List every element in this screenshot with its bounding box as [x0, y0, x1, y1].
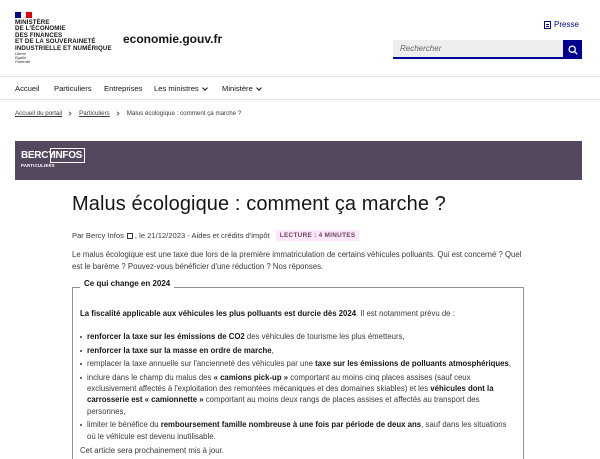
bercy-infos-banner [15, 141, 582, 180]
motto-line: Fraternité [15, 59, 31, 64]
external-link-icon [127, 233, 133, 239]
breadcrumb [15, 110, 241, 117]
search-bar [393, 40, 582, 59]
item-text: , sauf dans les situations où le véhicule est devenu inutilisable. [87, 420, 507, 441]
nav-item-accueil[interactable] [15, 84, 39, 93]
republic-motto [15, 53, 35, 64]
article-intro: Le malus écologique est une taxe due lors de la première immatriculation de certains véhicules polluants. Qui est concerné ? Quel est le barème ? Pouvez-vous bénéficier d'une réduction ? Nos réponses. [72, 250, 522, 271]
item-text: comportant au moins deux rangs de places assises et affectés au transport des personnes, [87, 395, 480, 416]
ministry-line: DE L'ÉCONOMIE [15, 25, 66, 33]
item-text: comportant au moins cinq places assises (sauf ceux exclusivement affectés à l'exploitation des remontées mécaniques et des domaines skiables) et les [87, 372, 471, 394]
list-item [80, 345, 517, 356]
item-text: , [508, 359, 512, 369]
list-item [80, 331, 517, 342]
ministry-line: DES FINANCES [15, 31, 63, 39]
chevron-right-icon [115, 111, 119, 115]
item-bold: taxe sur les émissions de polluants atmosphériques [315, 359, 509, 369]
lead-rest: . Il est notamment prévu de : [356, 309, 455, 318]
nav-item-entreprises[interactable] [104, 84, 142, 93]
main-nav [0, 76, 600, 100]
ministry-logo-text[interactable] [15, 20, 125, 52]
chevron-right-icon [68, 111, 72, 115]
item-bold: renforcer la taxe sur la masse en ordre de marche [87, 345, 272, 355]
nav-label: Accueil [15, 84, 40, 93]
chevron-down-icon [256, 85, 262, 91]
page-title: Malus écologique : comment ça marche ? [72, 193, 446, 215]
breadcrumb-current: Malus écologique : comment ça marche ? [126, 110, 242, 117]
item-text: remplacer la taxe annuelle sur l'ancienneté des véhicules par une [87, 359, 316, 369]
item-text: inclure dans le champ du malus des [87, 372, 214, 382]
ministry-line: ET DE LA SOUVERAINETÉ [15, 38, 96, 46]
breadcrumb-link-accueil[interactable]: Accueil du portail [15, 110, 63, 117]
reading-time-badge: LECTURE : 4 MINUTES [276, 230, 360, 241]
logo-word-bercy: BERCY [21, 150, 55, 161]
article-date: , le 21/12/2023 - Aides et crédits d'impôt [134, 231, 270, 240]
bercy-infos-logo [20, 148, 82, 172]
item-bold: « camions pick-up » [213, 372, 289, 382]
motto-line: Égalité [15, 55, 26, 60]
changes-list [80, 331, 517, 444]
marianne-flag-icon [15, 12, 32, 18]
item-bold: remboursement famille nombreuse à une fois par période de deux ans [160, 420, 422, 430]
item-text: limiter le bénéfice du [87, 420, 161, 430]
lead-bold: La fiscalité applicable aux véhicules les plus polluants est durcie dès 2024 [80, 309, 357, 318]
highlight-box-title: Ce qui change en 2024 [80, 279, 174, 288]
search-button[interactable] [563, 40, 582, 59]
item-bold: renforcer la taxe sur les émissions de CO2 [87, 332, 245, 341]
nav-item-les-ministres[interactable] [154, 84, 207, 93]
nav-item-particuliers[interactable] [54, 84, 92, 93]
list-item [80, 372, 517, 417]
ministry-line: INDUSTRIELLE ET NUMÉRIQUE [15, 44, 112, 52]
nav-label: Ministère [222, 84, 253, 93]
chevron-down-icon [202, 85, 208, 91]
nav-label: Entreprises [104, 84, 143, 93]
search-icon [568, 45, 578, 55]
list-item [80, 419, 517, 442]
motto-line: Liberté [15, 52, 26, 56]
list-item [80, 358, 517, 369]
search-input[interactable] [393, 40, 563, 59]
site-name-link[interactable]: economie.gouv.fr [123, 32, 223, 46]
ministry-line: MINISTÈRE [15, 19, 50, 26]
nav-item-ministere[interactable] [222, 84, 261, 93]
logo-subtitle: PARTICULIERS [21, 163, 55, 168]
site-header [0, 0, 600, 68]
nav-label: Particuliers [54, 84, 92, 93]
logo-word-infos: INFOS [50, 148, 85, 163]
item-bold: véhicules dont la carrosserie est « camionnette » [87, 384, 494, 405]
nav-label: Les ministres [154, 84, 199, 93]
item-text: , [271, 345, 274, 355]
article-meta [72, 230, 359, 241]
breadcrumb-link-particuliers[interactable]: Particuliers [79, 110, 110, 117]
highlight-lead [80, 309, 520, 318]
item-text: des véhicules de tourisme les plus émetteurs, [244, 332, 405, 341]
newspaper-icon [544, 21, 551, 29]
update-note: Cet article sera prochainement mis à jour. [80, 446, 224, 455]
presse-label: Presse [554, 20, 579, 29]
presse-link[interactable] [544, 20, 579, 29]
author-link[interactable]: Par Bercy Infos [72, 231, 124, 240]
